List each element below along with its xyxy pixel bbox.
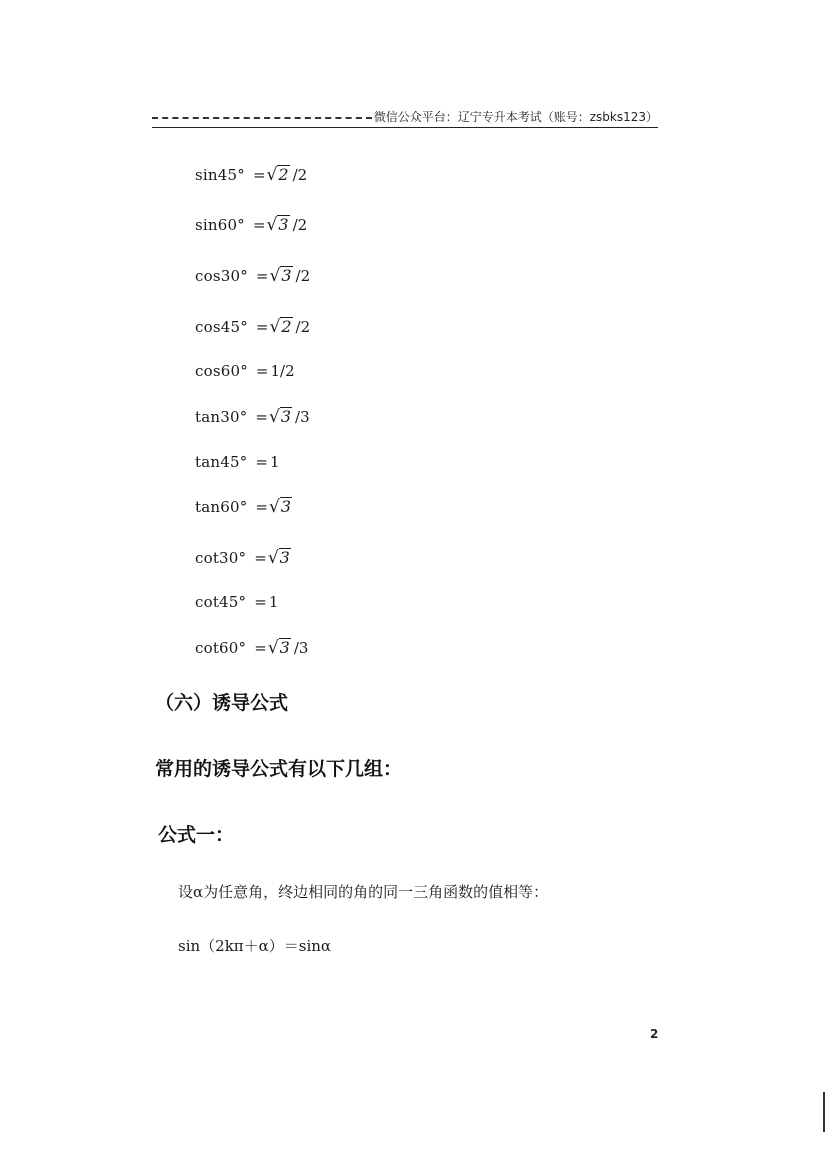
radical-sign-icon: √ xyxy=(266,165,278,185)
square-root xyxy=(270,317,293,336)
formula-equals: = xyxy=(255,408,268,426)
formula-line xyxy=(195,215,307,235)
formula-line xyxy=(195,548,292,568)
formula-group-title: 公式一： xyxy=(158,824,235,846)
square-root xyxy=(269,497,292,516)
radical-sign-icon: √ xyxy=(269,497,280,517)
page-number: 2 xyxy=(650,1027,659,1041)
formula-equation: sin（2kπ＋α）＝sinα xyxy=(178,937,332,955)
square-root xyxy=(267,215,290,234)
radicand: 3 xyxy=(279,548,290,567)
radicand: 2 xyxy=(278,165,289,184)
formula-equals: = xyxy=(254,549,267,567)
formula-rhs: /3 xyxy=(295,408,310,426)
formula-line xyxy=(195,592,278,612)
formula-rhs: /2 xyxy=(292,216,308,234)
formula-equals: = xyxy=(252,216,266,234)
radical-sign-icon: √ xyxy=(269,266,281,286)
formula-lhs: cot60° xyxy=(195,639,247,657)
formula-rhs: 1/2 xyxy=(270,362,295,380)
formula-equals: = xyxy=(254,593,267,611)
formula-line xyxy=(195,165,307,185)
radical-sign-icon: √ xyxy=(267,638,279,658)
formula-lhs: tan30° xyxy=(195,408,248,426)
square-root xyxy=(267,165,290,184)
radicand: 3 xyxy=(278,215,289,234)
formula-equals: = xyxy=(255,267,269,285)
formula-lhs: sin60° xyxy=(195,216,245,234)
formula-line xyxy=(195,361,295,381)
formula-line xyxy=(195,266,310,286)
formula-equals: = xyxy=(255,362,269,380)
formula-lhs: cos45° xyxy=(195,318,248,336)
header-rule xyxy=(152,127,658,128)
formula-rhs: /3 xyxy=(293,639,309,657)
radical-sign-icon: √ xyxy=(267,548,279,568)
formula-line xyxy=(195,497,293,517)
formula-lhs: tan45° xyxy=(195,453,248,471)
radical-sign-icon: √ xyxy=(269,317,281,337)
page-header xyxy=(152,103,658,125)
formula-rhs: /2 xyxy=(292,166,308,184)
formula-lhs: cos30° xyxy=(195,267,248,285)
formula-equals: = xyxy=(255,318,269,336)
radicand: 3 xyxy=(280,497,292,516)
square-root xyxy=(270,266,293,285)
formula-equals: = xyxy=(255,453,268,471)
formula-line xyxy=(195,452,280,472)
scan-edge-mark xyxy=(823,1092,825,1132)
section-intro: 常用的诱导公式有以下几组： xyxy=(155,758,403,780)
header-dashed-line xyxy=(152,117,372,119)
radicand: 3 xyxy=(281,266,292,285)
square-root xyxy=(268,548,291,567)
formula-rhs: 1 xyxy=(268,593,279,611)
radicand: 2 xyxy=(281,317,292,336)
formula-equals: = xyxy=(254,639,267,657)
formula-rhs: /2 xyxy=(295,267,311,285)
radical-sign-icon: √ xyxy=(266,215,278,235)
formula-lhs: cot45° xyxy=(195,593,247,611)
formula-line xyxy=(195,638,308,658)
formula-line xyxy=(195,407,310,427)
formula-lhs: cos60° xyxy=(195,362,248,380)
square-root xyxy=(268,638,291,657)
formula-description: 设α为任意角，终边相同的角的同一三角函数的值相等： xyxy=(178,883,549,901)
formula-rhs: /2 xyxy=(295,318,311,336)
radicand: 3 xyxy=(280,407,292,426)
section-title: （六）诱导公式 xyxy=(155,692,289,714)
formula-lhs: tan60° xyxy=(195,498,248,516)
formula-lhs: cot30° xyxy=(195,549,247,567)
header-text: 微信公众平台：辽宁专升本考试（账号：zsbks123） xyxy=(373,110,658,124)
radicand: 3 xyxy=(279,638,290,657)
square-root xyxy=(269,407,292,426)
formula-equals: = xyxy=(252,166,266,184)
formula-rhs: 1 xyxy=(270,453,280,471)
formula-lhs: sin45° xyxy=(195,166,245,184)
radical-sign-icon: √ xyxy=(269,407,280,427)
formula-equals: = xyxy=(255,498,268,516)
formula-line xyxy=(195,317,310,337)
